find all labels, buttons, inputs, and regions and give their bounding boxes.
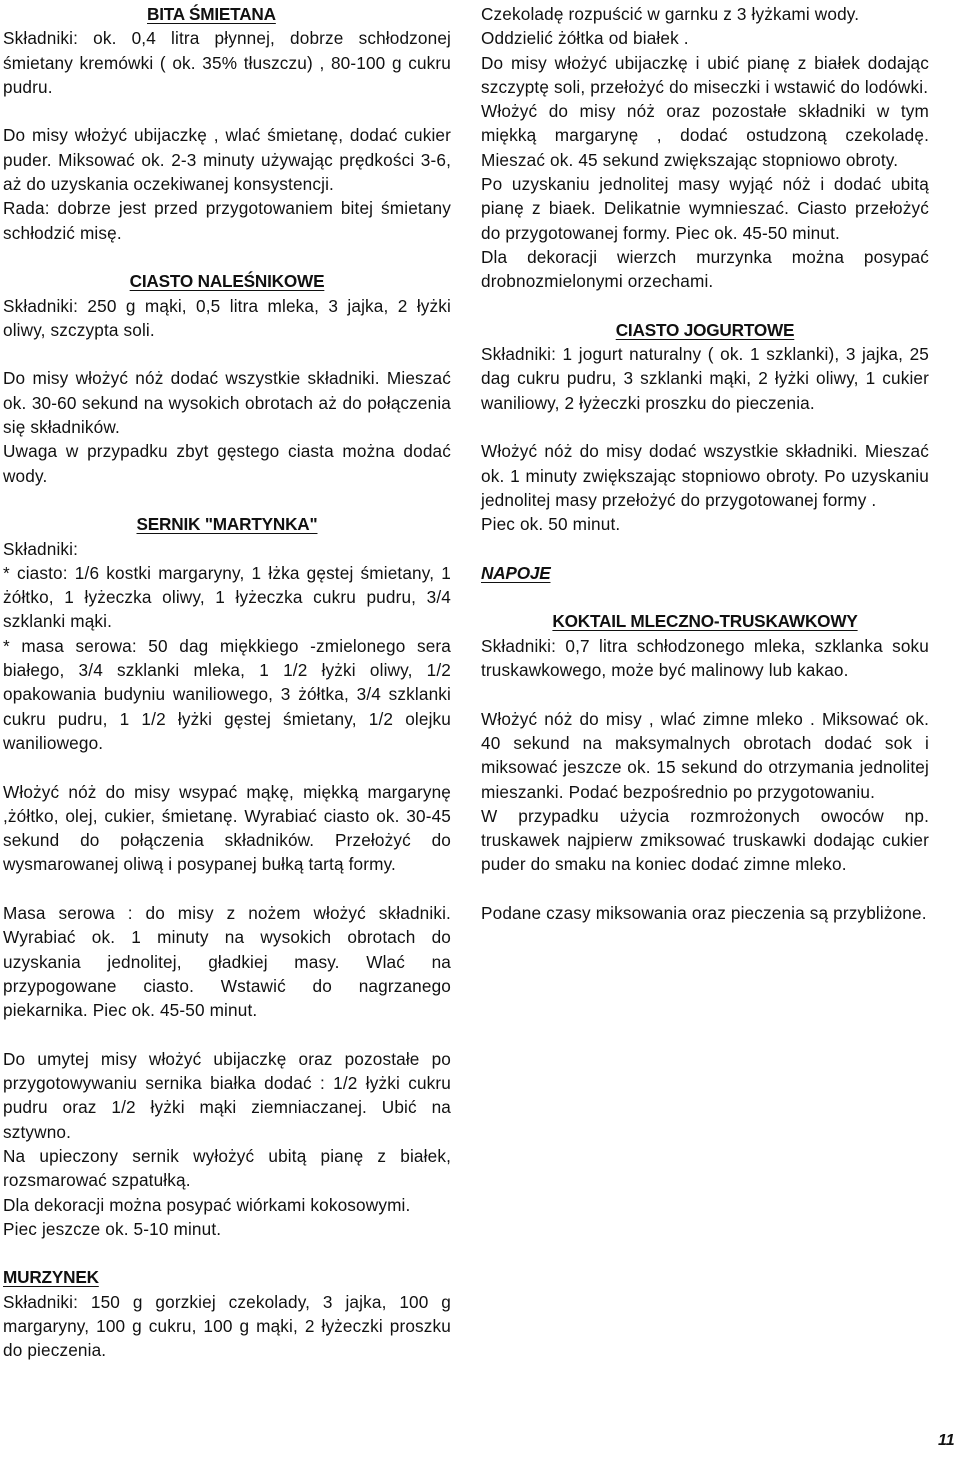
bita-smietana-steps: Do misy włożyć ubijaczkę , wlać śmietanę, dodać cukier puder. Miksować ok. 2-3 minuty używając prędkości 3-6, aż do uzyskania oczekiwanej konsystencji.: [3, 125, 451, 195]
sernik-step-meringue: Do umytej misy włożyć ubijaczkę oraz pozostałe po przygotowywaniu sernika białka dodać : 1/2 łyżki cukru pudru oraz 1/2 łyżki mąki ziemniaczanej. Ubić na sztywno.: [3, 1048, 451, 1142]
bita-smietana-heading: BITA ŚMIETANA: [147, 4, 276, 24]
koktail-ingredients: Składniki: 0,7 litra schłodzonego mleka, szklanka soku truskawkowego, może być malinowy lub kakao.: [481, 635, 929, 681]
koktail-heading: KOKTAIL MLECZNO-TRUSKAWKOWY: [552, 611, 858, 632]
murzynek-step-mix: Włożyć do misy nóż oraz pozostałe składniki w tym miękką margarynę , dodać ostudzoną czekoladę. Mieszać ok. 45 sekund zwiększając stopniowo obroty.: [481, 101, 929, 170]
murzynek-step-bake: Po uzyskaniu jednolitej masy wyjąć nóż i dodać ubitą pianę z biaek. Delikatnie wymnieszać. Ciasto przełożyć do przygotowanej formy. Piec ok. 45-50 minut.: [481, 174, 929, 243]
murzynek-heading: MURZYNEK: [3, 1267, 99, 1288]
koktail-steps: Włożyć nóż do misy , wlać zimne mleko . Miksować ok. 40 sekund na maksymalnych obrotach dodać sok i miksować jeszcze ok. 15 sekund do otrzymania jednolitej mieszanki. Podać bezpośrednio po przygotowaniu.: [481, 708, 929, 802]
right-column: [481, 2, 929, 925]
murzynek-step-separate: Oddzielić żółtka od białek .: [481, 28, 689, 49]
sernik-dough-ingredients: * ciasto: 1/6 kostki margaryny, 1 łżka gęstej śmietany, 1 żółtko, 1 łyżeczka oliwy, 1 łyżeczka cukru pudru, 3/4 szklanki mąki.: [3, 562, 451, 632]
ciasto-nalesnikowe-steps: Do misy włożyć nóż dodać wszystkie składniki. Mieszać ok. 30-60 sekund na wysokich obrotach aż do połączenia się składników.: [3, 368, 451, 438]
sernik-step-cheese: Masa serowa : do misy z nożem włożyć składniki. Wyrabiać ok. 1 minuty na wysokich obrotach do uzyskania jednolitej, gładkiej masy. Wlać na przypogowane ciasto. Wstawić do nagrzanego piekarnika. Piec ok. 45-50 minut.: [3, 902, 451, 1021]
bita-smietana-ingredients: Składniki: ok. 0,4 litra płynnej, dobrze schłodzonej śmietany kremówki ( ok. 35% tłuszczu) , 80-100 g cukru pudru.: [3, 28, 451, 97]
ciasto-nalesnikowe-note: Uwaga w przypadku zbyt gęstego ciasta można dodać wody.: [3, 441, 451, 486]
ciasto-jogurtowe-steps: Włożyć nóż do misy dodać wszystkie składniki. Mieszać ok. 1 minuty zwiększając stopniowo obroty. Po uzyskaniu jednolitej masy przełożyć do przygotowanej formy .: [481, 441, 929, 510]
ciasto-jogurtowe-bake: Piec ok. 50 minut.: [481, 514, 621, 535]
ciasto-jogurtowe-heading: CIASTO JOGURTOWE: [615, 319, 795, 340]
sernik-step-dough: Włożyć nóż do misy wsypać mąkę, miękką margarynę ,żółtko, olej, cukier, śmietanę. Wyrabiać ciasto ok. 30-45 sekund do połączenia składników. Przełożyć do wysmarowanej oliwą i posypanej bułką tartą formy.: [3, 781, 451, 875]
napoje-heading: NAPOJE: [481, 562, 551, 583]
murzynek-step-whip: Do misy włożyć ubijaczkę i ubić pianę z białek dodając szczyptę soli, przełożyć do miseczki i wstawić do lodówki.: [481, 52, 929, 97]
murzynek-ingredients: Składniki: 150 g gorzkiej czekolady, 3 jajka, 100 g margaryny, 100 g cukru, 100 g mąki, 2 łyżeczki proszku do pieczenia.: [3, 1291, 451, 1361]
sernik-cheese-ingredients: * masa serowa: 50 dag miękkiego -zmielonego sera białego, 3/4 szklanki mleka, 1 1/2 łyżki oliwy, 1/2 opakowania budyniu waniliowego, 3 żółtka, 3/4 szklanki cukru pudru, 1 1/2 łyżki gęstej śmietany, 1/2 olejku waniliowego.: [3, 635, 451, 753]
bita-smietana-tip: Rada: dobrze jest przed przygotowaniem bitej śmietany schłodzić misę.: [3, 198, 451, 243]
koktail-frozen-fruit-note: W przypadku użycia rozmrożonych owoców np. truskawek najpierw zmiksować truskawki dodając cukier puder do smaku na koniec dodać zimne mleko.: [481, 805, 929, 875]
left-column: [3, 2, 451, 1363]
ciasto-nalesnikowe-heading: CIASTO NALEŚNIKOWE: [129, 271, 325, 292]
sernik-heading: SERNIK "MARTYNKA": [136, 514, 318, 535]
sernik-step-spread: Na upieczony sernik wyłożyć ubitą pianę z białek, rozsmarować szpatułką.: [3, 1145, 451, 1191]
mixing-times-note: Podane czasy miksowania oraz pieczenia są przybliżone.: [481, 902, 927, 923]
sernik-step-decoration: Dla dekoracji można posypać wiórkami kokosowymi.: [3, 1194, 411, 1215]
sernik-step-bake: Piec jeszcze ok. 5-10 minut.: [3, 1218, 222, 1239]
murzynek-step-melt: Czekoladę rozpuścić w garnku z 3 łyżkami wody.: [481, 4, 860, 24]
murzynek-step-decoration: Dla dekoracji wierzch murzynka można posypać drobnozmielonymi orzechami.: [481, 246, 929, 292]
ciasto-nalesnikowe-ingredients: Składniki: 250 g mąki, 0,5 litra mleka, 3 jajka, 2 łyżki oliwy, szczypta soli.: [3, 295, 451, 340]
page-number: 11: [938, 1432, 955, 1449]
ciasto-jogurtowe-ingredients: Składniki: 1 jogurt naturalny ( ok. 1 szklanki), 3 jajka, 25 dag cukru pudru, 3 szklanki mąki, 2 łyżki oliwy, 1 cukier waniliowy, 2 łyżeczki proszku do pieczenia.: [481, 344, 929, 413]
sernik-ingredients-label: Składniki:: [3, 538, 79, 559]
